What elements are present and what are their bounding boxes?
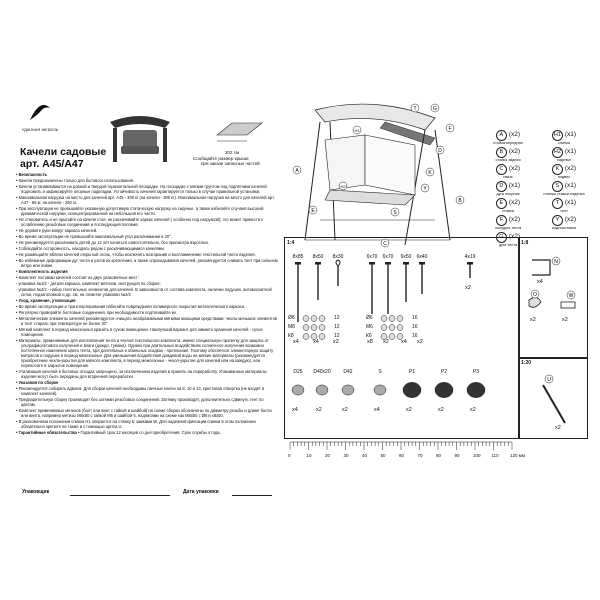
packaging-note: 202 см Сообщайте размер крыши при заказе запасных частей xyxy=(193,150,260,166)
nut-size-label: К8 xyxy=(288,333,294,339)
cap-icon xyxy=(312,380,334,402)
svg-text:H1: H1 xyxy=(354,128,360,133)
cap-code-label: D42 xyxy=(343,369,353,375)
bolt-qty: x8 xyxy=(367,339,373,345)
nut-size-label: К6 xyxy=(366,333,372,339)
legend-item-d: D (x1) дуга опорная xyxy=(496,182,521,196)
ruler-mark-label: 70 xyxy=(417,453,423,458)
cap-code-label: P3 xyxy=(472,369,480,375)
bolt-size-label: 6x50 xyxy=(400,254,412,260)
packer-label: Упаковщик xyxy=(22,489,50,495)
ruler-mark-label: 30 xyxy=(343,453,349,458)
diagram-label-K xyxy=(426,168,434,176)
instructions-text xyxy=(16,172,278,436)
cap-qty: x2 xyxy=(316,407,322,413)
nut-qty: 16 xyxy=(412,324,418,330)
scale-1-8: 1:8 xyxy=(521,240,529,246)
cap-code-label: D40x20 xyxy=(313,369,331,375)
packer-line xyxy=(70,495,170,496)
legend-item-a: A (x2) стойка передняя xyxy=(493,131,523,145)
scale-1-20: 1:20 xyxy=(521,360,532,366)
bolt-icon xyxy=(294,262,302,326)
nut-icon xyxy=(380,324,410,331)
ruler-mark-label: 20 xyxy=(325,453,331,458)
pack-date-label: Дата упаковки xyxy=(183,489,219,495)
diagram-label-G xyxy=(431,104,439,112)
instruction-heading: • Безопасность xyxy=(16,172,47,177)
instruction-item: • Рекомендуется собирать вдвоем. Для сборки качелей необходимы гаечные ключи на 8, 10 и 13, крестовая отвертка (не входят в комплект качелей). xyxy=(16,386,265,396)
cap-qty: x4 xyxy=(292,407,298,413)
svg-text:U: U xyxy=(547,377,551,383)
instruction-item: • Комплект применяемых метизов (болт или винт с гайкой и шайбой) на схеме сборки обозначены по диаметру резьбы и длине болта или винта, например метизы М8х50 с гайкой М6 и шайбой 6, надписями на схеме как М8х50 с Ø6 и х8х50. xyxy=(16,408,272,418)
legend-item-y: Y (x2) подлокотники xyxy=(551,216,577,230)
diagram-label-F xyxy=(446,124,454,132)
legend-item-c: C (x2) связь xyxy=(481,164,535,179)
lock-W-qty: x2 xyxy=(562,317,568,323)
brand-logo xyxy=(20,100,60,132)
clip-O-icon xyxy=(525,292,555,317)
cap-code-label: D25 xyxy=(293,369,303,375)
instruction-item: • Комплект поставки качелей состоит из двух упаковочных мест: xyxy=(16,275,139,280)
ruler-mark-label: 0 xyxy=(288,453,291,458)
instruction-item: • В разложенном положении спинка Н1 опирается на стяжку Е замками W. Для надежной фиксации спинки в этом положении обязательно крепите ее также и с помощью щитка U. xyxy=(16,419,256,429)
legend-item-g: G (x2) дуга тента xyxy=(481,232,535,247)
bolt-size-label: 8x30 xyxy=(332,254,344,260)
diagram-label-D xyxy=(436,146,444,154)
legend-item-s: S (x1) планка стяжки-сиденья xyxy=(543,182,585,196)
nut-icon xyxy=(302,315,332,322)
bolt-size-label: 6x70 xyxy=(382,254,394,260)
instruction-item: • Не становитесь и не прыгайте на качели стоя; не раскачивайте каркас качелей ( особенно под нагрузкой); это может привести к ослаблению резьбовых соединений и последующей поломке. xyxy=(16,217,263,227)
nut-size-label: M8 xyxy=(288,324,295,330)
svg-text:B: B xyxy=(458,198,462,204)
instruction-item: • Соблюдайте осторожность, находясь рядом с раскачивающимися качелями. xyxy=(16,246,165,251)
cap-qty: x2 xyxy=(342,407,348,413)
bracket-N-qty: x4 xyxy=(537,279,543,285)
nut-size-label: Ø8 xyxy=(288,315,295,321)
hardware-scale: 1:4 xyxy=(287,240,295,246)
diagram-label-A xyxy=(293,166,301,174)
svg-text:E: E xyxy=(311,208,315,214)
legend-item-t: T (x1) тент xyxy=(537,198,591,213)
legend-item-k: K (x2) подвес xyxy=(537,164,591,179)
cap-qty: x2 xyxy=(406,407,412,413)
nut-qty: 12 xyxy=(334,333,340,339)
svg-text:O: O xyxy=(533,292,537,298)
svg-text:Y: Y xyxy=(423,186,427,192)
ruler-mark-label: 40 xyxy=(362,453,368,458)
bolt-icon xyxy=(418,262,426,298)
instruction-item: • Предварительную сборку производят без затяжки резьбовых соединений. Затяжку производят, дополнительно сдвинуть тент по цветам. xyxy=(16,397,264,407)
cap-icon xyxy=(466,380,488,402)
nut-qty: 12 xyxy=(334,315,340,321)
instruction-item: • Не размещайте вблизи качелей открытый огонь, чтобы исключить возгорания и воспламенение текстильной части изделия. xyxy=(16,252,256,257)
nut-qty: 16 xyxy=(412,333,418,339)
instruction-item: • Во избежание деформации дуг тента и узлов их крепления, а также опрокидывания качелей, рекомендуется снимать тент при сильном ветре или ливне. xyxy=(16,258,278,268)
bolt-icon xyxy=(466,262,474,282)
instruction-heading: • Комплектность изделия xyxy=(16,269,68,274)
nut-icon xyxy=(380,315,410,322)
ruler xyxy=(290,440,520,454)
brand-name: УДАЧНАЯ ЖЕБЕЛЬ xyxy=(21,127,59,132)
bolt-icon xyxy=(402,262,410,306)
nut-icon xyxy=(302,333,332,340)
page-title: Качели садовые арт. А45/А47 xyxy=(20,146,107,170)
cap-code-label: P2 xyxy=(440,369,448,375)
bolt-size-label: 8x50 xyxy=(312,254,324,260)
ruler-mark-label: 60 xyxy=(399,453,405,458)
svg-text:S: S xyxy=(393,210,397,216)
nut-size-label: Ø6 xyxy=(366,315,373,321)
instruction-item: • Качели устанавливаются на ровной и твердой горизонтальной площадке. На площадке с мягким грунтом под подпятники качелей подложить и зафиксируйте опорные подкладки. Устойчивость качелей гарантируется только в случае правильной установки. xyxy=(16,184,267,194)
svg-text:H2: H2 xyxy=(340,184,346,189)
nut-qty: 16 xyxy=(412,315,418,321)
nut-icon xyxy=(302,324,332,331)
ruler-mark-label: 10 xyxy=(306,453,312,458)
ruler-mark-label: 90 xyxy=(454,453,460,458)
instruction-item: • Не рекомендуется раскачивать детей до 12 лет качаться самостоятельно, без присмотра взрослых. xyxy=(16,240,210,245)
bolt-icon xyxy=(314,262,322,304)
bolt-icon xyxy=(384,262,392,318)
instruction-heading: • Указания по сборке xyxy=(16,380,59,385)
svg-text:D: D xyxy=(438,148,442,154)
ruler-mark-label: 80 xyxy=(436,453,442,458)
diagram-label-H1 xyxy=(353,126,361,134)
svg-text:A: A xyxy=(295,168,299,174)
instruction-item: • Материалы, применяемые для изготовления тента и чехлов текстильного комплекта, имеют специальную пропитку для защиты от ультрафиолетового излучения и влаги (дождя, тумана). Однако при длительных воздействиях солнечного излучения возможно постепенное изменение цвета тента, при длительных и обильных осадках - протекание. Поэтому обеспечьте элементарную защиту матрасов и подушек в период межсезонья. Для уменьшения воздействия дождевой воды на мягкие материалы (рекомендуется приобретение чехла-укрытия для мягкого комплекта, в период межсезонья - чехол-укрытие для качелей или на каждую), или переносите в закрытое помещение. xyxy=(16,338,274,368)
ruler-mark-label: 50 xyxy=(380,453,386,458)
ruler-mark-label: 100 xyxy=(473,453,481,458)
diagram-label-B xyxy=(456,196,464,204)
legend-item-e: E (x2) стяжка xyxy=(481,198,535,213)
clip-O-qty: x2 xyxy=(530,317,536,323)
instruction-item: • Металлические элементы качелей рекомендуется очищать неабразивными мягкими моющими средствами; чехлы меньших элементов и тент стирать при температуре не более 30°. xyxy=(16,316,278,326)
svg-text:F: F xyxy=(448,126,452,132)
nut-size-label: M6 xyxy=(366,324,373,330)
assembly-diagram xyxy=(285,100,485,250)
diagram-label-S xyxy=(391,208,399,216)
bolt-qty: x2 xyxy=(417,339,423,345)
diagram-label-Y xyxy=(421,184,429,192)
instruction-item: • При эксплуатации не превышайте указанную допустимую статическую нагрузку на сиденье, а также избегайте случаев высокой динамической нагрузки, сконцентрированной на небольшой его части. xyxy=(16,206,264,216)
cap-icon xyxy=(338,380,360,402)
instruction-item: • Во время эксплуатации и транспортирования избегайте повреждения полимерного покрытия металлического каркаса. xyxy=(16,304,246,309)
bolt-qty: x2 xyxy=(465,285,471,291)
lock-W-icon xyxy=(557,292,582,317)
cap-qty: x2 xyxy=(438,407,444,413)
parts-legend xyxy=(481,130,591,245)
instruction-item: • Мягкий комплект в период межсезонья хранить в сухом помещении. Наилучший вариант для зимнего хранения качелей - сухое помещение. xyxy=(16,327,263,337)
swing-thumbnail xyxy=(105,110,175,165)
bar-U-qty: x2 xyxy=(555,425,561,431)
ruler-mark-label: 120 мм xyxy=(510,453,525,458)
instruction-item: • Регулярно проверяйте болтовые соединения, при необходимости подтягивайте их. xyxy=(16,310,178,315)
instruction-item: • Во время эксплуатации не превышайте максимальный угол раскачивания в 20°. xyxy=(16,234,172,239)
bolt-size-label: 6x40 xyxy=(416,254,428,260)
cap-code-label: P1 xyxy=(408,369,416,375)
legend-item-h1: H1 (x1) спинка xyxy=(553,131,577,145)
roof-size-icon xyxy=(212,115,267,145)
legend-item-f: F (x2) полудуга тента xyxy=(494,216,522,230)
bracket-N-icon xyxy=(530,255,560,280)
legend-item-h2: H2 (x1) сиденье xyxy=(553,148,577,162)
nut-qty: 12 xyxy=(334,324,340,330)
bar-U-icon xyxy=(535,375,575,430)
svg-text:G: G xyxy=(433,106,437,112)
bolt-qty: x2 xyxy=(383,339,389,345)
bolt-qty: x2 xyxy=(333,339,339,345)
logo-swirl-icon xyxy=(20,100,60,122)
cap-icon xyxy=(434,380,456,402)
pack-date-line xyxy=(232,495,272,496)
bolt-size-label: 8x85 xyxy=(292,254,304,260)
cap-qty: x4 xyxy=(374,407,380,413)
instruction-heading: • Гарантийные обязательства • Гарантийный срок 12 месяцев со дня приобретения. Срок службы 4 года. xyxy=(16,430,221,435)
bolt-qty: x4 xyxy=(401,339,407,345)
cap-qty: x2 xyxy=(470,407,476,413)
ruler-mark-label: 110 xyxy=(491,453,499,458)
bolt-qty: x4 xyxy=(293,339,299,345)
bolt-icon xyxy=(334,262,342,290)
legend-item-b: B (x2) стойка задняя xyxy=(495,148,521,162)
bolt-qty: x4 xyxy=(313,339,319,345)
cap-code-label: S xyxy=(378,369,382,375)
diagram-label-E xyxy=(309,206,317,214)
nut-icon xyxy=(380,333,410,340)
svg-text:K: K xyxy=(428,170,432,176)
cap-icon xyxy=(402,380,424,402)
svg-text:N: N xyxy=(554,259,558,265)
bolt-size-label: 4x19 xyxy=(464,254,476,260)
svg-text:C: C xyxy=(383,241,387,247)
instruction-item: • Максимальная нагрузка на место для качелей арт. А45 - 300 кг (на качели - 300 кг). Максимальная нагрузка на место для качелей арт. А47 - 86 кг, на качели - 260 кг. xyxy=(16,195,275,205)
diagram-label-T xyxy=(411,104,419,112)
svg-text:T: T xyxy=(413,106,417,112)
instruction-item: - упаковка №2/2 - набор текстильных элементов для качелей. В зависимости от состава комплекта, наличии подушек, антимоскитной сетки, подзаголовков и др. см. на этикетке упаковки №2/2. xyxy=(16,287,272,297)
svg-text:W: W xyxy=(568,293,574,299)
diagram-label-H2 xyxy=(339,182,347,190)
cap-icon xyxy=(288,380,310,402)
bolt-icon xyxy=(368,262,376,318)
instruction-item: • Качели предназначены только для бытового использования. xyxy=(16,178,135,183)
instruction-item: • Не держите руки вокруг каркаса качелей. xyxy=(16,228,98,233)
instruction-item: • Утилизация качелей в бытовых отходах запрещено, за исключением изделий и принять на переработку. Упакованные материалы изделия могут быть переданы для вторичной переработки. xyxy=(16,369,267,379)
cap-icon xyxy=(370,380,392,402)
bolt-size-label: 6x70 xyxy=(366,254,378,260)
instruction-item: - упаковка №1/2 - детали каркаса, комплект метизов, инструкция по сборке; xyxy=(16,281,161,286)
instruction-heading: • Уход, хранение, утилизация xyxy=(16,298,76,303)
